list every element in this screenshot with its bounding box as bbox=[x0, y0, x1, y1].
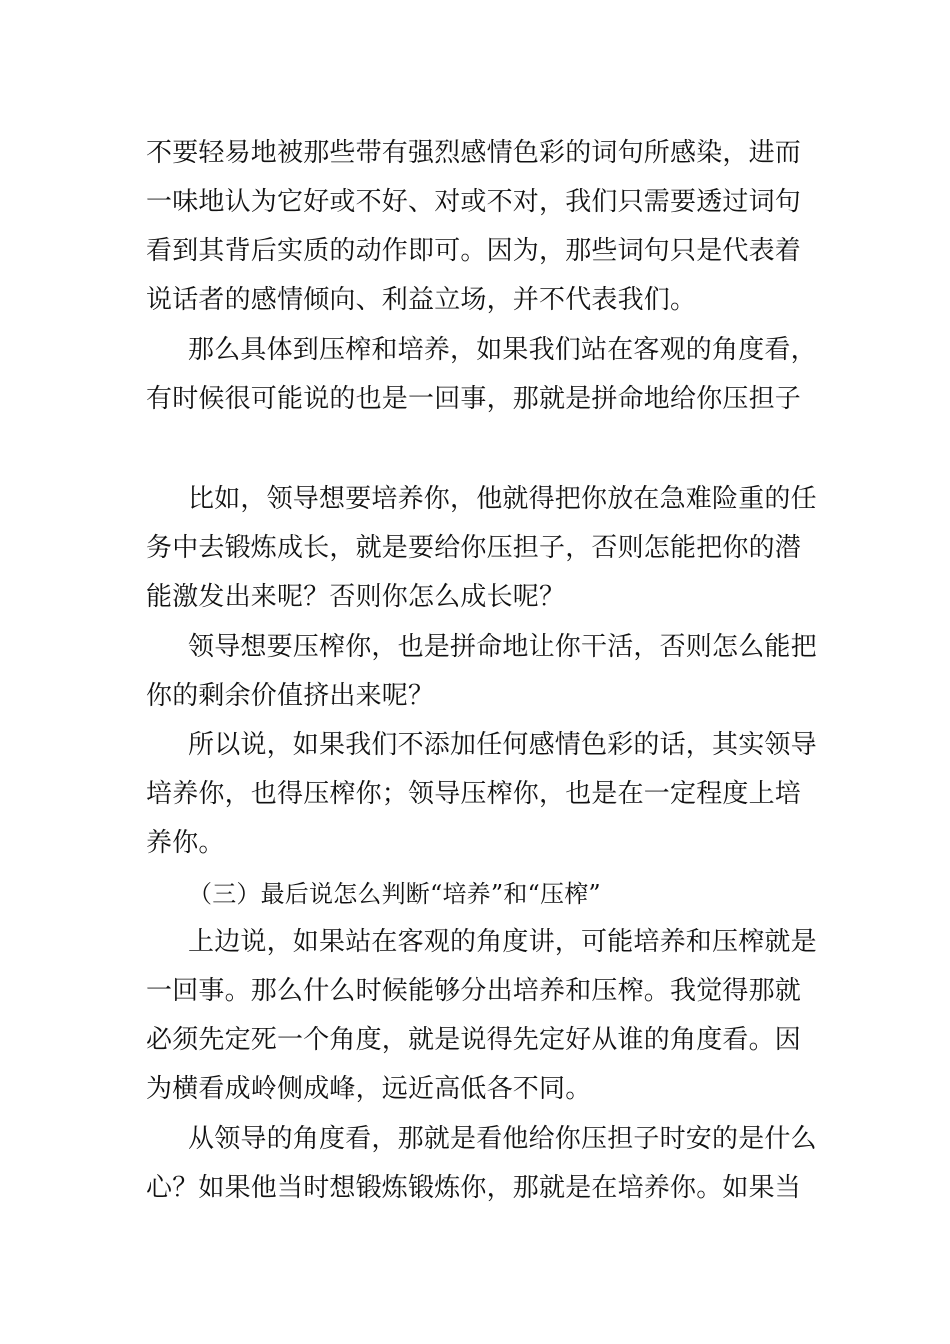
paragraph-line: 上边说，如果站在客观的角度讲，可能培养和压榨就是 bbox=[188, 927, 817, 957]
section-heading: （三）最后说怎么判断“培养”和“压榨” bbox=[188, 880, 601, 908]
paragraph-line: 心？如果他当时想锻炼锻炼你，那就是在培养你。如果当 bbox=[146, 1173, 802, 1203]
paragraph-line: 培养你，也得压榨你；领导压榨你，也是在一定程度上培 bbox=[146, 779, 802, 809]
paragraph-line: 务中去锻炼成长，就是要给你压担子，否则怎能把你的潜 bbox=[146, 533, 802, 563]
paragraph-line: 能激发出来呢？否则你怎么成长呢？ bbox=[146, 582, 566, 612]
paragraph-line: 所以说，如果我们不添加任何感情色彩的话，其实领导 bbox=[188, 730, 817, 760]
paragraph-line: 为横看成岭侧成峰，远近高低各不同。 bbox=[146, 1074, 592, 1104]
paragraph-line: 你的剩余价值挤出来呢？ bbox=[146, 681, 435, 711]
paragraph-line: 那么具体到压榨和培养，如果我们站在客观的角度看， bbox=[188, 335, 817, 365]
paragraph-line: 从领导的角度看，那就是看他给你压担子时安的是什么 bbox=[188, 1124, 817, 1154]
paragraph-line: 一回事。那么什么时候能够分出培养和压榨。我觉得那就 bbox=[146, 976, 802, 1006]
paragraph-line: 养你。 bbox=[146, 828, 225, 858]
paragraph-line: 比如，领导想要培养你，他就得把你放在急难险重的任 bbox=[188, 484, 817, 514]
paragraph-line: 一味地认为它好或不好、对或不对，我们只需要透过词句 bbox=[146, 187, 802, 217]
paragraph-line: 必须先定死一个角度，就是说得先定好从谁的角度看。因 bbox=[146, 1025, 802, 1055]
paragraph-line: 有时候很可能说的也是一回事，那就是拼命地给你压担子 bbox=[146, 384, 802, 414]
paragraph-line: 说话者的感情倾向、利益立场，并不代表我们。 bbox=[146, 285, 697, 315]
paragraph-line: 领导想要压榨你，也是拼命地让你干活，否则怎么能把 bbox=[188, 632, 817, 662]
paragraph-line: 不要轻易地被那些带有强烈感情色彩的词句所感染，进而 bbox=[146, 138, 802, 168]
paragraph-line: 看到其背后实质的动作即可。因为，那些词句只是代表着 bbox=[146, 236, 802, 266]
